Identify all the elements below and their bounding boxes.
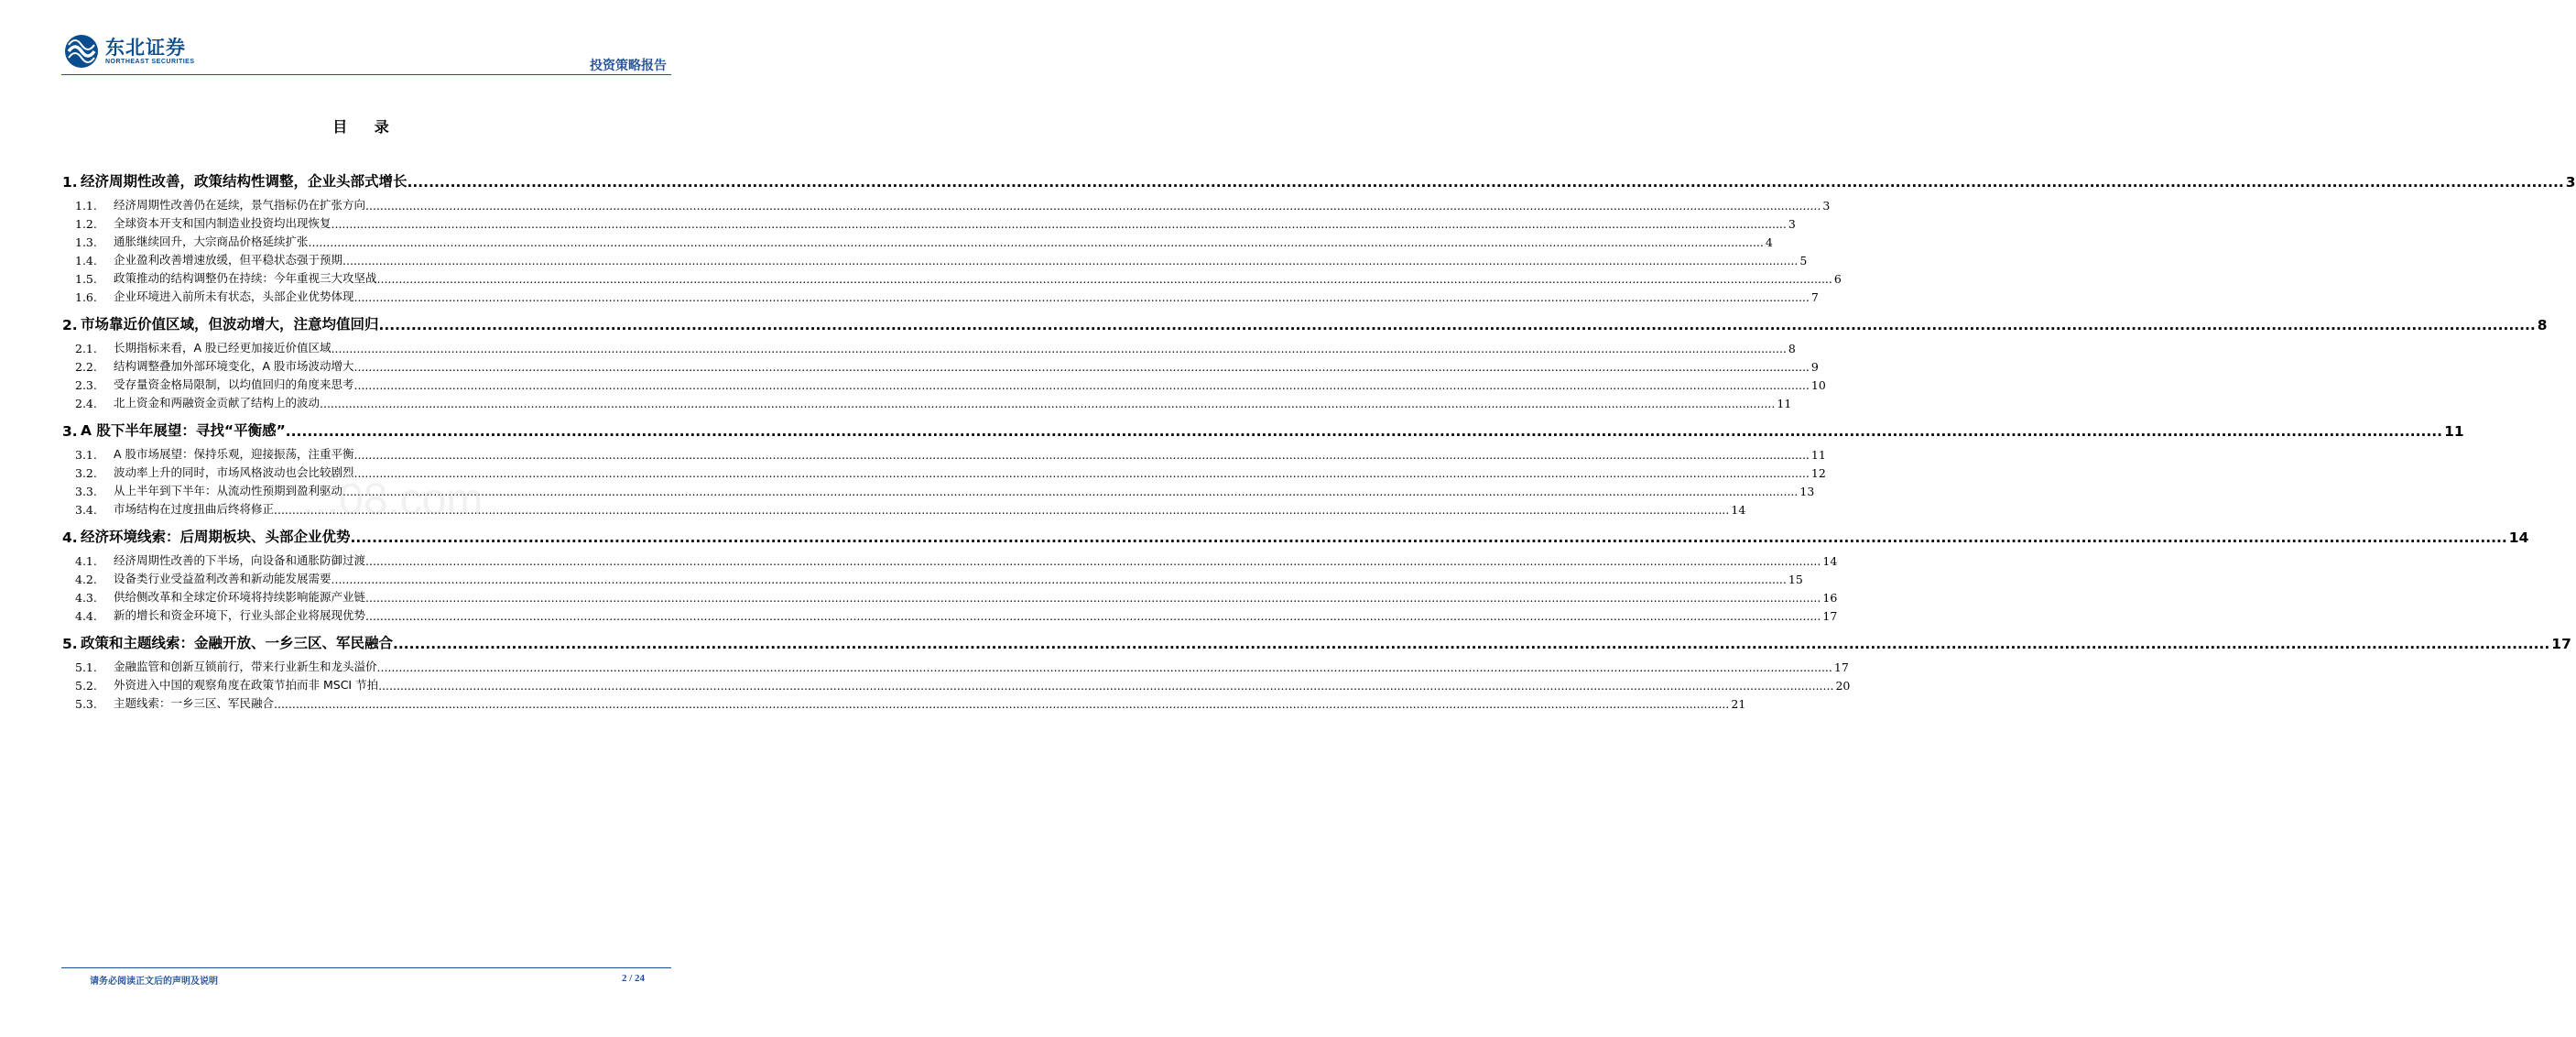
toc-entry-number: 5.3.: [75, 697, 97, 711]
toc-leader-dots: ................................................................................................................................................................................................................................................................................................................................................................................................................: [376, 660, 1832, 674]
toc-entry-number: 4.: [62, 529, 78, 546]
toc-leader-dots: ................................................................................................................................................................................................................................................................................................................................................................................................................: [320, 397, 1776, 410]
toc-leader-dots: ................................................................................................................................................................................................................................................................................................................................................................................................................: [376, 272, 1832, 286]
toc-entry-title: 经济环境线索：后周期板块、头部企业优势: [81, 529, 351, 545]
toc-entry-number: 1.2.: [75, 217, 97, 231]
toc-entry-page: 3: [1788, 217, 1796, 231]
toc-entry-number: 3.3.: [75, 485, 97, 498]
toc-subsection-item[interactable]: [62, 568, 1803, 586]
toc-entry-title: 政策和主题线索：金融开放、一乡三区、军民融合: [81, 635, 394, 651]
toc-subsection-item[interactable]: [62, 194, 1831, 213]
toc-entry-page: 8: [2537, 317, 2548, 333]
logo-chinese-name: 东北证券: [105, 36, 186, 59]
toc-leader-dots: ................................................................................................................................................................................................................................................................................................................................................................................................................: [407, 174, 2564, 191]
toc-leader-dots: ................................................................................................................................................................................................................................................................................................................................................................................................................: [378, 679, 1834, 693]
toc-entry-title: A 股下半年展望：寻找“平衡感”: [81, 422, 286, 439]
toc-entry-title: 通胀继续回升，大宗商品价格延续扩张: [114, 235, 309, 248]
toc-leader-dots: ................................................................................................................................................................................................................................................................................................................................................................................................................: [353, 466, 1810, 480]
toc-entry-title: 波动率上升的同时，市场风格波动也会比较剧烈: [114, 465, 354, 479]
toc-entry-page: 11: [1810, 448, 1826, 462]
toc-entry-page: 3: [2565, 174, 2576, 191]
toc-leader-dots: ................................................................................................................................................................................................................................................................................................................................................................................................................: [378, 317, 2536, 333]
toc-leader-dots: ................................................................................................................................................................................................................................................................................................................................................................................................................: [365, 199, 1821, 213]
toc-entry-title: 全球资本开支和国内制造业投资均出现恢复: [114, 216, 332, 230]
toc-section-3[interactable]: [62, 418, 2464, 440]
toc-entry-title: 从上半年到下半年：从流动性预期到盈利驱动: [114, 484, 343, 497]
toc-subsection-item[interactable]: [62, 286, 1819, 304]
toc-entry-number: 2.4.: [75, 397, 97, 410]
toc-leader-dots: ................................................................................................................................................................................................................................................................................................................................................................................................................: [342, 254, 1799, 267]
toc-entry-page: 14: [1822, 554, 1838, 568]
toc-section-5[interactable]: [62, 630, 2571, 652]
toc-entry-number: 5.2.: [75, 679, 97, 693]
toc-entry-title: 企业环境进入前所未有状态，头部企业优势体现: [114, 289, 354, 303]
toc-entry-page: 17: [1833, 660, 1849, 674]
toc-entry-page: 7: [1810, 290, 1819, 304]
footer-divider: [61, 967, 671, 968]
toc-title: 目 录: [332, 118, 400, 136]
toc-entry-page: 17: [1822, 609, 1838, 623]
toc-entry-page: 12: [1810, 466, 1826, 480]
toc-entry-number: 1.3.: [75, 235, 97, 249]
toc-entry-number: 3.: [62, 423, 78, 440]
northeast-securities-logo-icon: [63, 33, 100, 70]
toc-entry-page: 5: [1799, 254, 1808, 267]
toc-entry-number: 5.1.: [75, 660, 97, 674]
toc-entry-page: 16: [1822, 591, 1838, 605]
toc-entry-title: 外资进入中国的观察角度在政策节拍而非 MSCI 节拍: [114, 678, 379, 692]
toc-leader-dots: ................................................................................................................................................................................................................................................................................................................................................................................................................: [353, 448, 1810, 462]
logo-english-name: NORTHEAST SECURITIES: [105, 58, 195, 65]
toc-entry-title: 受存量资金格局限制，以均值回归的角度来思考: [114, 377, 354, 391]
toc-entry-page: 14: [1731, 503, 1746, 517]
toc-subsection-item[interactable]: [62, 267, 1842, 286]
toc-subsection-item[interactable]: [62, 656, 1849, 674]
toc-entry-title: 金融监管和创新互锁前行，带来行业新生和龙头溢价: [114, 660, 377, 673]
toc-entry-page: 21: [1731, 697, 1746, 711]
toc-entry-number: 1.5.: [75, 272, 97, 286]
toc-entry-number: 3.1.: [75, 448, 97, 462]
toc-leader-dots: ................................................................................................................................................................................................................................................................................................................................................................................................................: [365, 591, 1821, 605]
toc-leader-dots: ................................................................................................................................................................................................................................................................................................................................................................................................................: [274, 503, 1730, 517]
toc-leader-dots: ................................................................................................................................................................................................................................................................................................................................................................................................................: [353, 378, 1810, 392]
toc-leader-dots: ................................................................................................................................................................................................................................................................................................................................................................................................................: [365, 609, 1821, 623]
toc-subsection-item[interactable]: [62, 249, 1808, 267]
toc-entry-page: 11: [2444, 423, 2464, 440]
toc-entry-page: 14: [2508, 529, 2529, 546]
toc-entry-number: 1.6.: [75, 290, 97, 304]
header-divider: [61, 74, 671, 75]
toc-entry-page: 15: [1788, 573, 1803, 586]
toc-entry-page: 3: [1822, 199, 1831, 213]
toc-entry-title: 北上资金和两融资金贡献了结构上的波动: [114, 396, 321, 409]
toc-entry-number: 2.3.: [75, 378, 97, 392]
toc-entry-number: 5.: [62, 636, 78, 652]
toc-leader-dots: ................................................................................................................................................................................................................................................................................................................................................................................................................: [331, 217, 1787, 231]
watermark: ...08.com: [302, 475, 484, 524]
toc-subsection-item[interactable]: [62, 605, 1838, 623]
toc-entry-title: 市场靠近价值区域，但波动增大，注意均值回归: [81, 316, 379, 333]
report-type-label: 投资策略报告: [590, 59, 667, 73]
toc-entry-number: 2.: [62, 317, 78, 333]
toc-entry-number: 3.4.: [75, 503, 97, 517]
toc-leader-dots: ................................................................................................................................................................................................................................................................................................................................................................................................................: [331, 573, 1787, 586]
toc-entry-title: 经济周期性改善仍在延续，景气指标仍在扩张方向: [114, 198, 366, 212]
toc-leader-dots: ................................................................................................................................................................................................................................................................................................................................................................................................................: [353, 290, 1810, 304]
toc-subsection-item[interactable]: [62, 213, 1796, 231]
toc-leader-dots: ................................................................................................................................................................................................................................................................................................................................................................................................................: [350, 529, 2507, 546]
toc-entry-title: 设备类行业受益盈利改善和新动能发展需要: [114, 572, 332, 585]
toc-entry-number: 3.2.: [75, 466, 97, 480]
toc-entry-title: 政策推动的结构调整仍在持续：今年重视三大攻坚战: [114, 271, 377, 285]
toc-entry-page: 10: [1810, 378, 1826, 392]
toc-subsection-item[interactable]: [62, 586, 1838, 605]
footer-disclaimer: 请务必阅读正文后的声明及说明: [90, 977, 218, 987]
toc-subsection-item[interactable]: [62, 443, 1826, 462]
toc-entry-number: 2.1.: [75, 342, 97, 355]
toc-section-2[interactable]: [62, 311, 2548, 333]
toc-entry-title: 企业盈利改善增速放缓，但平稳状态强于预期: [114, 253, 343, 267]
toc-subsection-item[interactable]: [62, 693, 1746, 711]
toc-subsection-item[interactable]: [62, 231, 1773, 249]
toc-subsection-item[interactable]: [62, 355, 1819, 374]
toc-entry-number: 4.3.: [75, 591, 97, 605]
toc-entry-number: 4.4.: [75, 609, 97, 623]
toc-entry-page: 9: [1810, 360, 1819, 374]
toc-entry-number: 1.4.: [75, 254, 97, 267]
toc-entry-number: 4.1.: [75, 554, 97, 568]
toc-entry-title: A 股市场展望：保持乐观，迎接振荡，注重平衡: [114, 447, 354, 461]
toc-entry-title: 主题线索：一乡三区、军民融合: [114, 696, 275, 710]
toc-subsection-item[interactable]: [62, 674, 1851, 693]
table-of-contents: [62, 169, 2576, 711]
toc-leader-dots: ................................................................................................................................................................................................................................................................................................................................................................................................................: [308, 235, 1764, 249]
toc-entry-number: 1.: [62, 174, 78, 191]
toc-leader-dots: ................................................................................................................................................................................................................................................................................................................................................................................................................: [365, 554, 1821, 568]
toc-entry-title: 长期指标来看，A 股已经更加接近价值区域: [114, 341, 332, 355]
toc-subsection-item[interactable]: [62, 374, 1826, 392]
toc-entry-title: 市场结构在过度扭曲后终将修正: [114, 502, 275, 516]
toc-entry-page: 8: [1788, 342, 1796, 355]
toc-section-4[interactable]: [62, 524, 2529, 546]
toc-leader-dots: ................................................................................................................................................................................................................................................................................................................................................................................................................: [342, 485, 1799, 498]
page-indicator: 2 / 24: [621, 973, 645, 984]
toc-leader-dots: ................................................................................................................................................................................................................................................................................................................................................................................................................: [274, 697, 1730, 711]
toc-section-1[interactable]: [62, 169, 2576, 191]
toc-entry-page: 17: [2551, 636, 2571, 652]
company-logo: [63, 33, 195, 70]
toc-entry-page: 11: [1777, 397, 1792, 410]
toc-entry-title: 经济周期性改善，政策结构性调整，企业头部式增长: [81, 173, 408, 190]
toc-subsection-item[interactable]: [62, 392, 1792, 410]
toc-leader-dots: ................................................................................................................................................................................................................................................................................................................................................................................................................: [331, 342, 1787, 355]
toc-entry-number: 2.2.: [75, 360, 97, 374]
toc-leader-dots: ................................................................................................................................................................................................................................................................................................................................................................................................................: [393, 636, 2550, 652]
toc-leader-dots: ................................................................................................................................................................................................................................................................................................................................................................................................................: [353, 360, 1810, 374]
toc-entry-title: 结构调整叠加外部环境变化，A 股市场波动增大: [114, 359, 354, 373]
page-header: [0, 0, 733, 77]
toc-subsection-item[interactable]: [62, 550, 1838, 568]
toc-entry-title: 供给侧改革和全球定价环境将持续影响能源产业链: [114, 590, 366, 604]
toc-subsection-item[interactable]: [62, 337, 1796, 355]
toc-entry-page: 4: [1765, 235, 1773, 249]
toc-entry-page: 13: [1799, 485, 1815, 498]
toc-entry-title: 新的增长和资金环境下，行业头部企业将展现优势: [114, 608, 366, 622]
toc-entry-page: 20: [1835, 679, 1851, 693]
toc-entry-number: 1.1.: [75, 199, 97, 213]
toc-leader-dots: ................................................................................................................................................................................................................................................................................................................................................................................................................: [285, 423, 2443, 440]
toc-entry-title: 经济周期性改善的下半场，向设备和通胀防御过渡: [114, 553, 366, 567]
toc-entry-page: 6: [1833, 272, 1842, 286]
toc-entry-number: 4.2.: [75, 573, 97, 586]
